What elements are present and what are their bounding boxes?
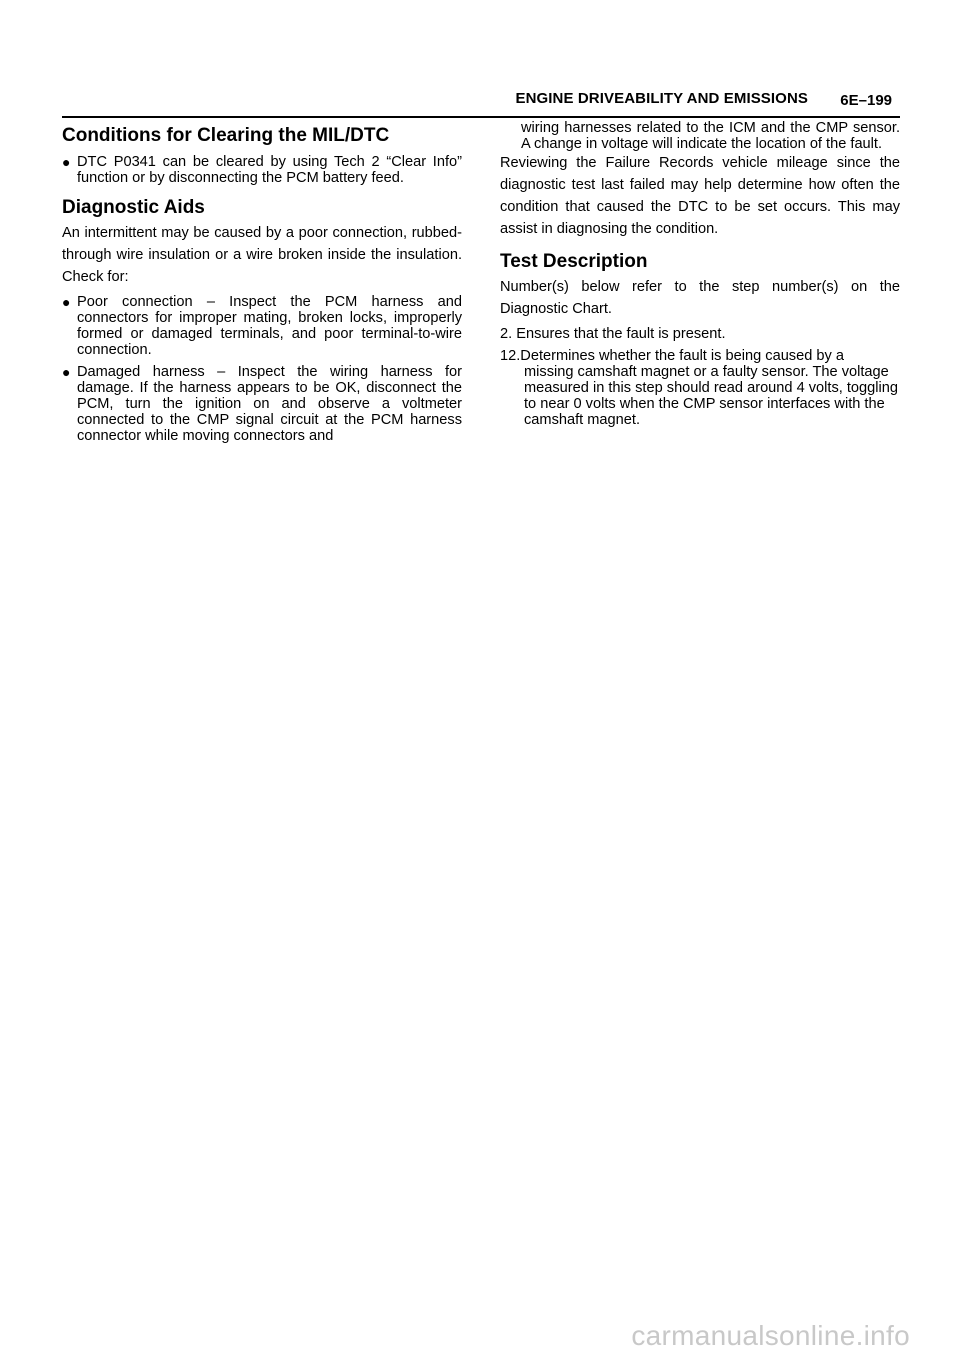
heading-clearing-conditions: Conditions for Clearing the MIL/DTC [62, 125, 390, 146]
watermark: carmanualsonline.info [631, 1320, 910, 1351]
right-column [500, 120, 900, 428]
failure-records-paragraph: Reviewing the Failure Records vehicle mileage since the diagnostic test last failed may help determine how often the condition that caused the DTC to be set occurs. This may assist in diagnosing the condition. [500, 155, 900, 237]
left-column [62, 120, 462, 444]
bullet-clear-dtc [62, 154, 462, 186]
page-header [62, 88, 900, 118]
continued-text: wiring harnesses related to the ICM and the CMP sensor. A change in voltage will indicate the location of the fault. [521, 120, 900, 152]
diagnostic-aids-intro: An intermittent may be caused by a poor connection, rubbed-through wire insulation or a wire broken inside the insulation. Check for: [62, 225, 462, 285]
bullet-icon: ● [62, 364, 71, 380]
bullet-text: Poor connection – Inspect the PCM harness and connectors for improper mating, broken locks, improperly formed or damaged terminals, and poor terminal-to-wire connection. [77, 294, 462, 358]
bullet-poor-connection [62, 294, 462, 358]
step-2-item: 2. Ensures that the fault is present. [500, 326, 726, 342]
step-12-body: missing camshaft magnet or a faulty sensor. The voltage measured in this step should read around 4 volts, toggling to near 0 volts when the CMP sensor interfaces with the camshaft magnet. [524, 364, 898, 428]
bullet-damaged-harness [62, 364, 462, 444]
step-12-item [500, 348, 900, 428]
bullet-icon: ● [62, 154, 71, 170]
bullet-icon: ● [62, 294, 71, 310]
bullet-text: DTC P0341 can be cleared by using Tech 2 “Clear Info” function or by disconnecting the PCM battery feed. [77, 154, 462, 186]
step-12-number: 12. [500, 348, 521, 364]
bullet-text: Damaged harness – Inspect the wiring harness for damage. If the harness appears to be OK, disconnect the PCM, turn the ignition on and observe a voltmeter connected to the CMP signal circuit at the PCM harness connector while moving connectors and [77, 364, 462, 444]
step-12-first-line: Determines whether the fault is being caused by a [520, 348, 844, 364]
header-title: ENGINE DRIVEABILITY AND EMISSIONS [515, 90, 808, 107]
test-description-intro: Number(s) below refer to the step number(s) on the Diagnostic Chart. [500, 279, 900, 317]
heading-diagnostic-aids: Diagnostic Aids [62, 197, 205, 218]
page-number: 6E–199 [840, 92, 892, 109]
heading-test-description: Test Description [500, 251, 648, 272]
